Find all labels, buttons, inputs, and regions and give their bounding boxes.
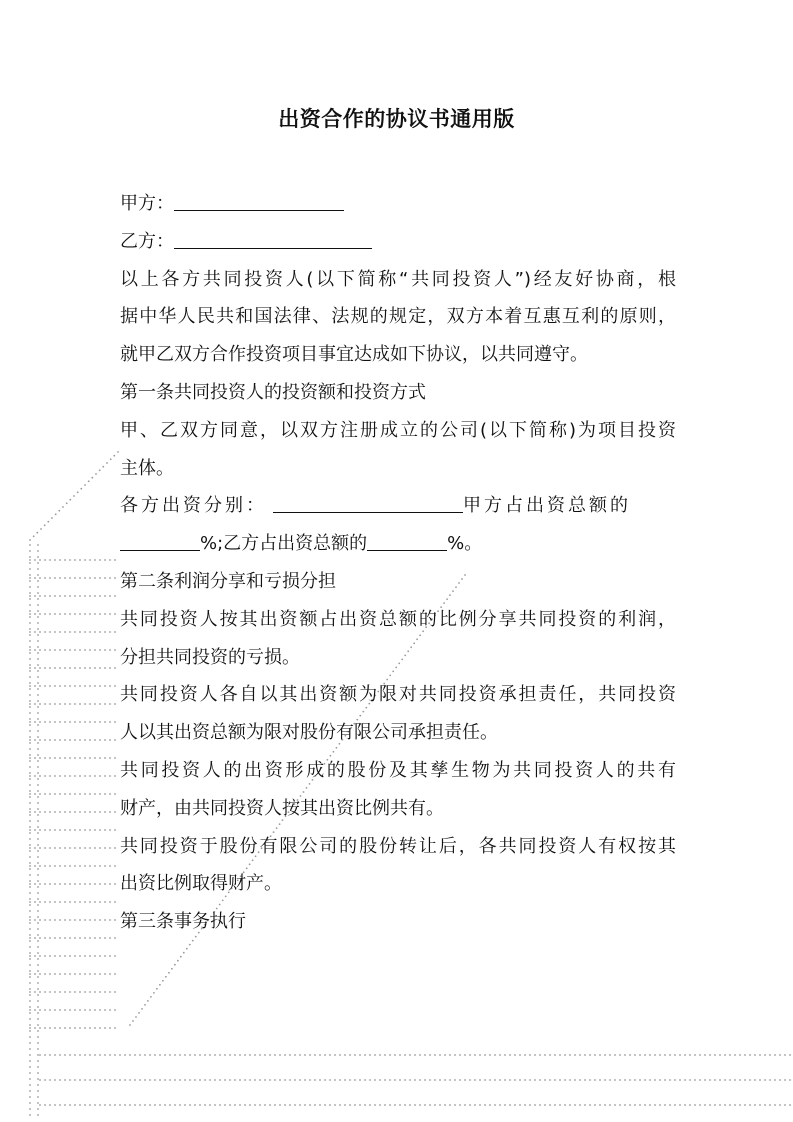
percent-a-blank[interactable]: [120, 528, 200, 551]
article2-p2-line-1: 共同投资人各自以其出资额为限对共同投资承担责任，共同投资: [120, 684, 676, 706]
article1-para1-line-1: 甲、乙双方同意，以双方注册成立的公司(以下简称)为项目投资: [120, 419, 676, 441]
article2-p2-line-2: 人以其出资总额为限对股份有限公司承担责任。: [120, 722, 498, 744]
contribution-blank[interactable]: [273, 490, 463, 513]
document-body: [120, 185, 676, 941]
percent-a-text: %;乙方占出资总额的: [200, 533, 368, 555]
document-title: 出资合作的协议书通用版: [278, 107, 515, 131]
party-b-blank[interactable]: [174, 226, 372, 249]
party-a-label: 甲方：: [120, 193, 174, 214]
article2-p3-line-1: 共同投资人的出资形成的股份及其孳生物为共同投资人的共有: [120, 759, 676, 781]
article2-p4-line-1: 共同投资于股份有限公司的股份转让后，各共同投资人有权按其: [120, 835, 676, 857]
article2-p4-line-2: 出资比例取得财产。: [120, 873, 282, 895]
article2-p3-line-2: 财产，由共同投资人按其出资比例共有。: [120, 797, 444, 819]
contribution-a-share: 甲方占出资总额的: [463, 495, 631, 517]
party-b-line: [120, 223, 676, 261]
preamble-line-1: 以上各方共同投资人(以下简称“共同投资人”)经友好协商，根: [120, 268, 676, 290]
diagonal-dot-line-left: [29, 451, 119, 541]
percent-line: [120, 525, 676, 563]
article2-p1-line-2: 分担共同投资的亏损。: [120, 646, 300, 668]
party-b-label: 乙方：: [120, 230, 174, 252]
article1-heading: 第一条共同投资人的投资额和投资方式: [120, 381, 426, 403]
preamble-line-3: 就甲乙双方合作投资项目事宜达成如下协议，以共同遵守。: [120, 344, 588, 366]
party-a-blank[interactable]: [174, 188, 344, 211]
article2-heading: 第二条利润分享和亏损分担: [120, 570, 336, 592]
party-a-line: [120, 185, 676, 223]
percent-b-blank[interactable]: [367, 528, 447, 551]
contribution-label: 各方出资分别：: [120, 495, 267, 517]
preamble-line-2: 据中华人民共和国法律、法规的规定，双方本着互惠互利的原则，: [120, 306, 676, 328]
percent-b-text: %。: [447, 533, 483, 555]
dot-grid-bottom: [39, 1054, 791, 1106]
contribution-line: [120, 487, 676, 525]
article2-p1-line-1: 共同投资人按其出资额占出资总额的比例分享共同投资的利润，: [120, 608, 676, 630]
dot-grid-left: [29, 544, 116, 1116]
article1-para1-line-2: 主体。: [120, 457, 174, 479]
article3-heading: 第三条事务执行: [120, 911, 246, 933]
